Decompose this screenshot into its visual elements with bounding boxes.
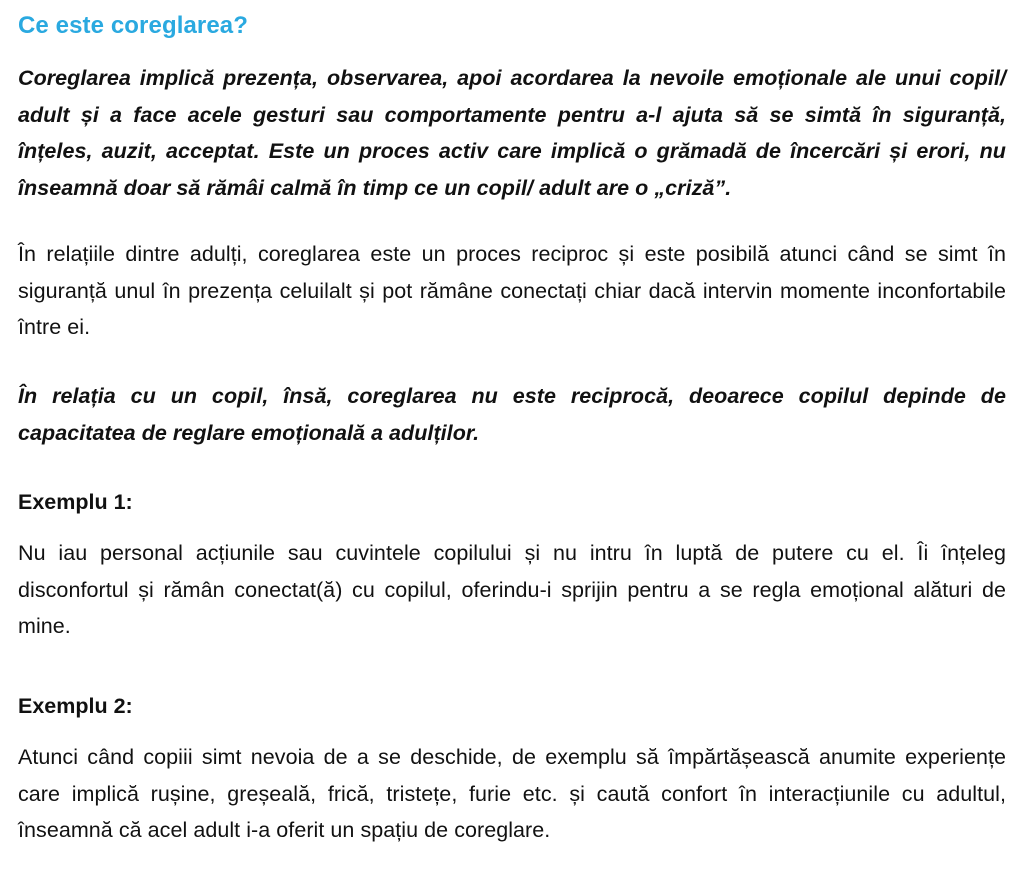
example-2-heading: Exemplu 2: <box>18 694 133 718</box>
child-relation-paragraph: În relația cu un copil, însă, coreglarea nu este reciprocă, deoarece copilul depinde de capacitatea de reglare emoțională a adulților. <box>18 384 1006 445</box>
example-1-text: Nu iau personal acțiunile sau cuvintele copilului și nu intru în luptă de putere cu el. Îi înțeleg disconfortul și rămân conectat(ă) cu copilul, oferindu-i sprijin pentru a se regla emoțional alături de mine. <box>18 541 1006 638</box>
page-title: Ce este coreglarea? <box>18 12 249 39</box>
example-1-heading: Exemplu 1: <box>18 490 133 514</box>
adult-relations-paragraph: În relațiile dintre adulți, coreglarea este un proces reciproc și este posibilă atunci când se simt în siguranță unul în prezența celuilalt și pot rămâne conectați chiar dacă intervin momente inconfortabile între ei. <box>18 242 1006 339</box>
example-2-text: Atunci când copiii simt nevoia de a se deschide, de exemplu să împărtășească anumite experiențe care implică rușine, greșeală, frică, tristețe, furie etc. și caută confort în interacțiunile cu adultul, înseamnă că acel adult i-a oferit un spațiu de coreglare. <box>18 745 1006 842</box>
intro-paragraph: Coreglarea implică prezența, observarea, apoi acordarea la nevoile emoționale ale unui copil/ adult și a face acele gesturi sau comportamente pentru a-l ajuta să se simtă în siguranță, înțeles, auzit, acceptat. Este un proces activ care implică o grămadă de încercări și erori, nu înseamnă doar să rămâi calmă în timp ce un copil/ adult are o „criză”. <box>18 66 1006 200</box>
